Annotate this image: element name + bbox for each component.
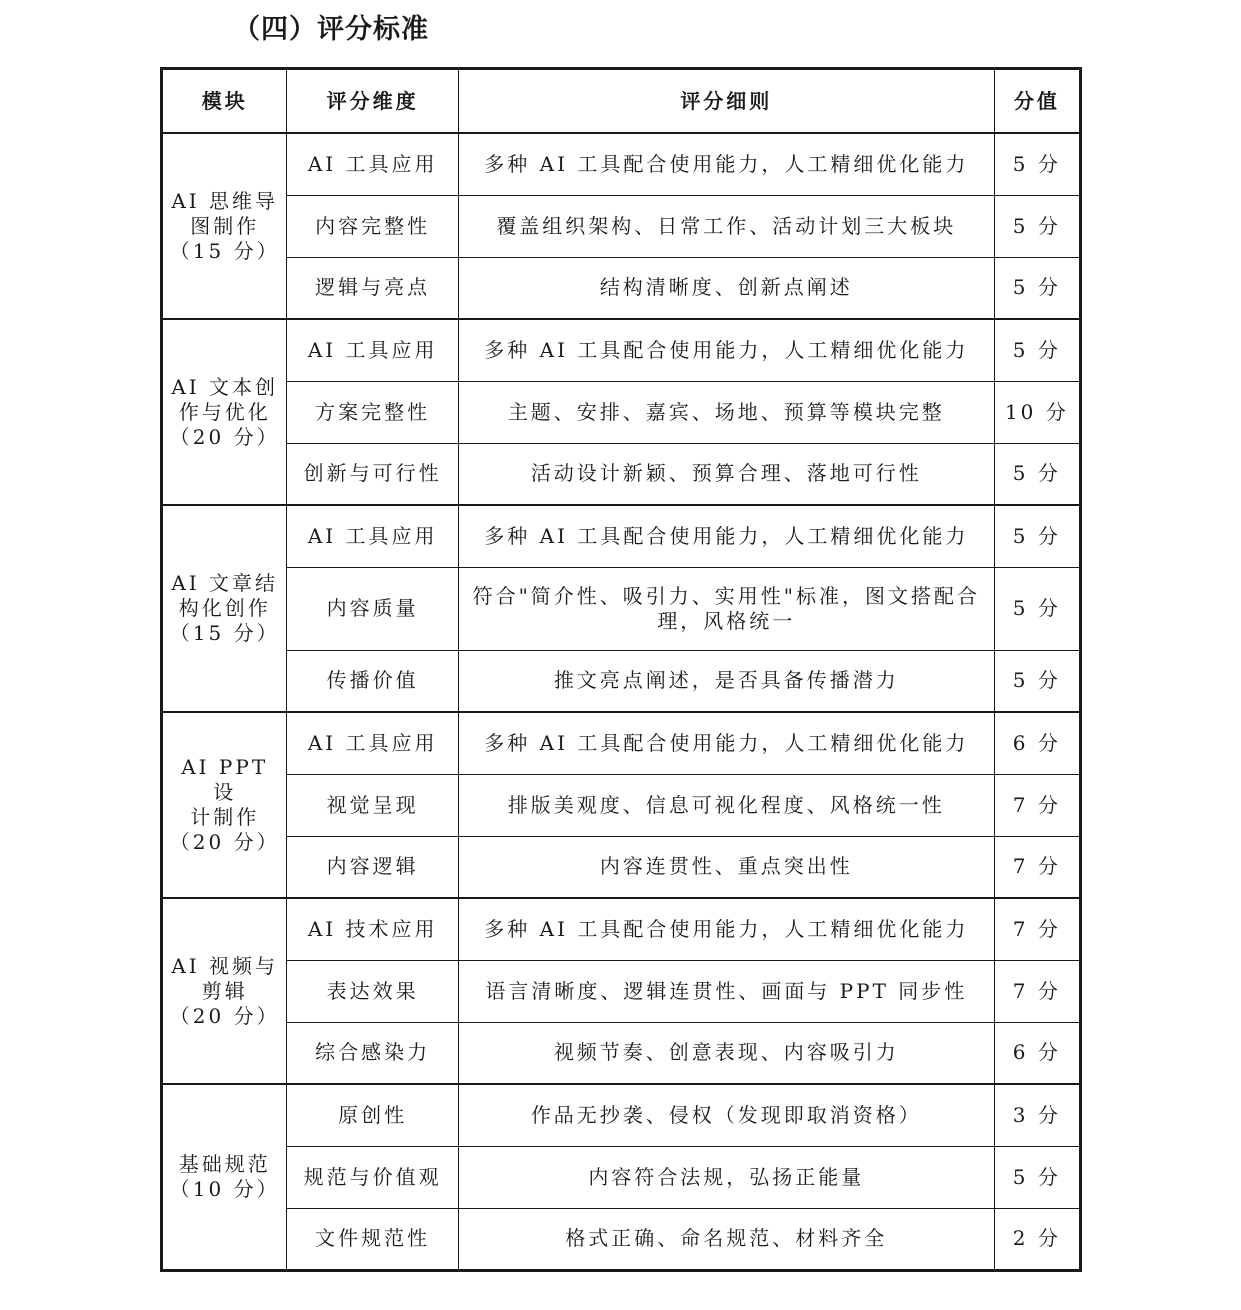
module-cell [162, 319, 287, 505]
table-row [162, 567, 1081, 650]
dimension-cell: 内容逻辑 [287, 836, 459, 898]
dimension-cell: 规范与价值观 [287, 1146, 459, 1208]
dimension-cell: 内容质量 [287, 567, 459, 650]
header-detail: 评分细则 [458, 69, 994, 134]
table-row [162, 381, 1081, 443]
detail-cell: 格式正确、命名规范、材料齐全 [458, 1208, 994, 1270]
detail-cell: 多种 AI 工具配合使用能力，人工精细优化能力 [458, 505, 994, 567]
detail-cell: 语言清晰度、逻辑连贯性、画面与 PPT 同步性 [458, 960, 994, 1022]
score-cell: 5 分 [994, 567, 1080, 650]
dimension-cell: 内容完整性 [287, 195, 459, 257]
dimension-cell: AI 工具应用 [287, 712, 459, 774]
module-line: AI 文本创 [171, 374, 279, 399]
module-line: （20 分） [169, 424, 280, 449]
table-row [162, 443, 1081, 505]
dimension-cell: 表达效果 [287, 960, 459, 1022]
header-row [162, 69, 1081, 134]
table-row [162, 505, 1081, 567]
score-cell: 5 分 [994, 319, 1080, 381]
module-line: 剪辑 [201, 978, 248, 1003]
table-row [162, 960, 1081, 1022]
module-line: AI 文章结 [171, 571, 279, 595]
dimension-cell: 逻辑与亮点 [287, 257, 459, 319]
table-row [162, 133, 1081, 195]
detail-cell: 活动设计新颖、预算合理、落地可行性 [458, 443, 994, 505]
module-line: 作与优化 [178, 399, 271, 424]
header-module: 模块 [162, 69, 287, 134]
table-row [162, 898, 1081, 960]
table-row [162, 650, 1081, 712]
module-line: AI 思维导 [171, 188, 279, 213]
module-cell [162, 712, 287, 898]
dimension-cell: AI 工具应用 [287, 319, 459, 381]
module-line: （20 分） [169, 1003, 280, 1028]
score-cell: 5 分 [994, 195, 1080, 257]
score-cell: 5 分 [994, 505, 1080, 567]
score-cell: 7 分 [994, 898, 1080, 960]
header-dimension: 评分维度 [287, 69, 459, 134]
detail-cell: 多种 AI 工具配合使用能力，人工精细优化能力 [458, 319, 994, 381]
module-line: AI PPT 设 [181, 755, 269, 804]
detail-cell: 视频节奏、创意表现、内容吸引力 [458, 1022, 994, 1084]
score-cell: 5 分 [994, 133, 1080, 195]
detail-cell: 覆盖组织架构、日常工作、活动计划三大板块 [458, 195, 994, 257]
module-line: 计制作 [190, 805, 260, 829]
score-cell: 2 分 [994, 1208, 1080, 1270]
dimension-cell: 文件规范性 [287, 1208, 459, 1270]
dimension-cell: AI 工具应用 [287, 505, 459, 567]
table-row [162, 319, 1081, 381]
module-line: （15 分） [169, 238, 280, 263]
module-line: 构化创作 [178, 596, 271, 620]
module-line: （15 分） [169, 621, 280, 645]
dimension-cell: 传播价值 [287, 650, 459, 712]
score-cell: 5 分 [994, 650, 1080, 712]
detail-cell: 结构清晰度、创新点阐述 [458, 257, 994, 319]
dimension-cell: 创新与可行性 [287, 443, 459, 505]
score-cell: 7 分 [994, 960, 1080, 1022]
module-line: （20 分） [169, 830, 280, 854]
page-heading: （四）评分标准 [233, 14, 429, 45]
table-row [162, 195, 1081, 257]
dimension-cell: 视觉呈现 [287, 774, 459, 836]
score-cell: 5 分 [994, 257, 1080, 319]
header-score: 分值 [994, 69, 1080, 134]
module-line: AI 视频与 [171, 953, 279, 978]
module-line: 图制作 [190, 213, 260, 238]
score-cell: 3 分 [994, 1084, 1080, 1146]
detail-cell: 作品无抄袭、侵权（发现即取消资格） [458, 1084, 994, 1146]
score-cell: 10 分 [994, 381, 1080, 443]
table-row [162, 1208, 1081, 1270]
score-cell: 6 分 [994, 712, 1080, 774]
table-row [162, 1022, 1081, 1084]
table-row [162, 1084, 1081, 1146]
table-row [162, 774, 1081, 836]
module-cell [162, 505, 287, 712]
scoring-table [160, 67, 1082, 1272]
module-cell [162, 1084, 287, 1270]
table-row [162, 257, 1081, 319]
dimension-cell: 方案完整性 [287, 381, 459, 443]
detail-cell: 多种 AI 工具配合使用能力，人工精细优化能力 [458, 712, 994, 774]
table-row [162, 712, 1081, 774]
module-line: （10 分） [169, 1176, 280, 1201]
score-cell: 6 分 [994, 1022, 1080, 1084]
dimension-cell: 综合感染力 [287, 1022, 459, 1084]
score-cell: 7 分 [994, 774, 1080, 836]
score-cell: 5 分 [994, 443, 1080, 505]
detail-cell: 推文亮点阐述，是否具备传播潜力 [458, 650, 994, 712]
detail-cell: 排版美观度、信息可视化程度、风格统一性 [458, 774, 994, 836]
detail-cell: 主题、安排、嘉宾、场地、预算等模块完整 [458, 381, 994, 443]
detail-cell: 符合"简介性、吸引力、实用性"标准，图文搭配合理，风格统一 [458, 567, 994, 650]
module-cell [162, 898, 287, 1084]
module-line: 基础规范 [178, 1151, 271, 1176]
detail-cell: 内容连贯性、重点突出性 [458, 836, 994, 898]
dimension-cell: 原创性 [287, 1084, 459, 1146]
score-cell: 7 分 [994, 836, 1080, 898]
dimension-cell: AI 工具应用 [287, 133, 459, 195]
detail-cell: 多种 AI 工具配合使用能力，人工精细优化能力 [458, 133, 994, 195]
dimension-cell: AI 技术应用 [287, 898, 459, 960]
table-row [162, 836, 1081, 898]
table-row [162, 1146, 1081, 1208]
score-cell: 5 分 [994, 1146, 1080, 1208]
detail-cell: 多种 AI 工具配合使用能力，人工精细优化能力 [458, 898, 994, 960]
module-cell [162, 133, 287, 319]
detail-cell: 内容符合法规，弘扬正能量 [458, 1146, 994, 1208]
